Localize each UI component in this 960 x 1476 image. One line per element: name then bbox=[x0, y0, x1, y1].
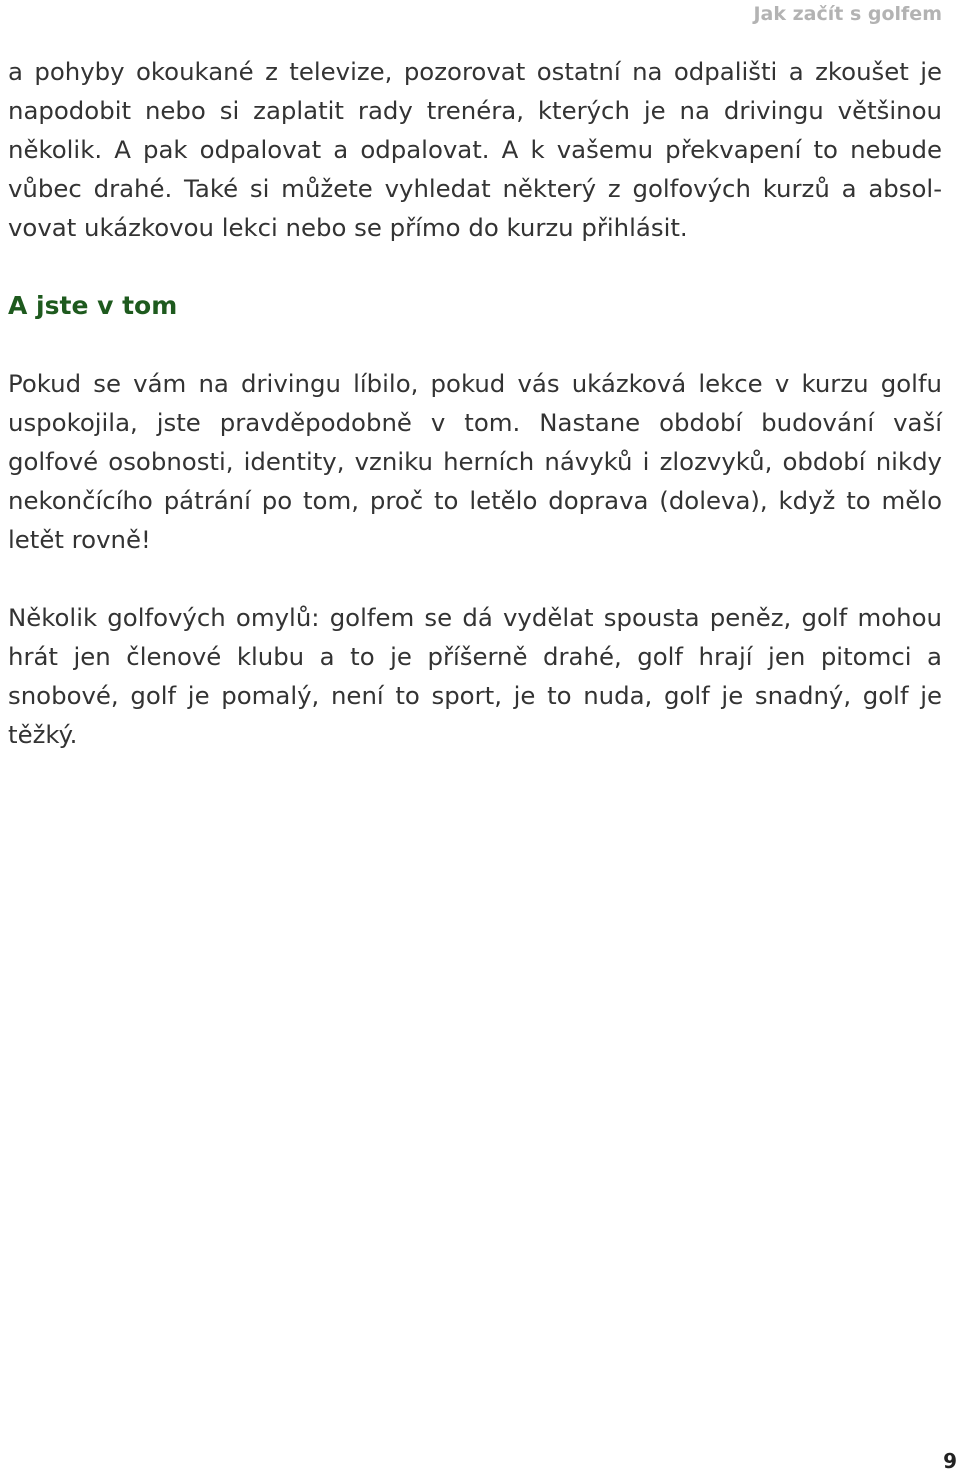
page-content bbox=[8, 52, 942, 754]
section-heading: A jste v tom bbox=[8, 291, 178, 320]
running-header-title: Jak začít s golfem bbox=[753, 3, 942, 25]
intro-paragraph: a pohyby okoukané z televize, pozorovat ostatní na odpališti a zkoušet je napodobit nebo si zaplatit rady trenéra, kterých je na drivingu většinou několik. A pak odpalovat a odpalovat. A k vašemu překvapení to nebude vůbec drahé. Také si můžete vyhledat některý z golfových kurzů a absolvovat ukázkovou lekci nebo se přímo do kurzu přihlásit. bbox=[8, 57, 942, 242]
page-number: 9 bbox=[943, 1449, 957, 1473]
section-paragraph-2: Několik golfových omylů: golfem se dá vydělat spousta peněz, golf mohou hrát jen členové klubu a to je příšerně drahé, golf hrají jen pitomci a snobové, golf je pomalý, není to sport, je to nuda, golf je snadný, golf je těžký. bbox=[8, 603, 942, 749]
section-paragraph-1: Pokud se vám na drivingu líbilo, pokud vás ukázková lekce v kurzu golfu uspokojila, jste pravděpodobně v tom. Nastane období budování vaší golfové osobnosti, identity, vzniku herních návyků i zlozvyků, období nikdy nekončícího pátrání po tom, proč to letělo doprava (doleva), když to mělo letět rovně! bbox=[8, 369, 942, 554]
